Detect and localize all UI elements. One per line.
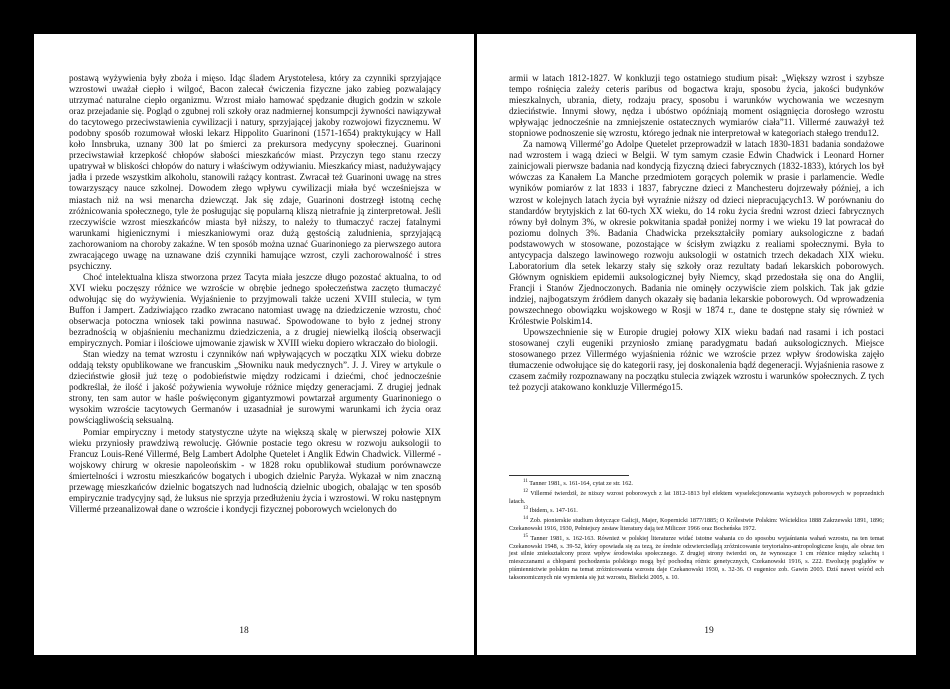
paragraph: Upowszechnienie się w Europie drugiej połowy XIX wieku badań nad rasami i ich postaci stosowanej czyli eugeniki przyniosło zmianę paradygmatu badań auksologicznych. Miejsce stosowanego przez Villermégo wyjaśnienia różnic we wzroście przez wpływ środowiska zajęło tłumaczenie odwołujące się do kategorii rasy, jej doskonalenia bądź degeneracji. Wyjaśnienia rasowe z czasem zaćmiły rozpoznawany na początku stulecia związek wzrostu i warunków społecznych. Z tych też pozycji atakowano konkluzje Villermégo15. [509, 327, 884, 393]
footnote [509, 478, 884, 488]
footnote [509, 515, 884, 533]
footnote-number: 14 [523, 516, 528, 522]
right-page-body [509, 73, 884, 393]
footnote-text: Tanner 1981, s. 161-164, cytat ze str. 162. [529, 480, 633, 488]
footnote-number: 12 [523, 488, 528, 494]
paragraph: postawą wyżywienia były zboża i mięso. Idąc śladem Arystotelesa, który za czynniki sprzyjające wzrostowi uważał ciepło i wilgoć, Bacon zalecał ćwiczenia fizyczne jako zabieg pozwalający utrzymać naturalne ciepło organizmu. Wzrost miało hamować spędzanie długich godzin w szkole oraz przejadanie się. Pogląd o zgubnej roli szkoły oraz nadmiernej konsumpcji żywności nawiązywał do tacytowego przeciwstawienia cywilizacji i natury, sprzyjającej jakoby rozwojowi fizycznemu. W podobny sposób rozumował włoski lekarz Hippolito Guarinoni (1571-1654) praktykujący w Hall koło Innsbruka, uznany 300 lat po śmierci za prekursora medycyny społecznej. Guarinoni przeciwstawiał krzepkość chłopów słabości mieszkańców miast. Przyczyn tego stanu rzeczy upatrywał w bliskości chłopów do natury i właściwym odżywianiu. Mieszkańcy miast, nadużywający jadła i przede wszystkim alkoholu, stanowili rażący kontrast. Zwracał też Guarinoni uwagę na stres towarzyszący nauce szkolnej. Dowodem złego wpływu cywilizacji miała być wcześniejsza w miastach niż na wsi menarcha dziewcząt. Jak się zdaje, Guarinoni dostrzegł istotną cechę zróżnicowania społecznego, tyle że posługując się popularną kliszą nietrafnie ją zinterpretował. Jeśli rzeczywiście wzrost mieszkańców miasta był niższy, to należy to tłumaczyć raczej fatalnymi warunkami higienicznymi i mieszkaniowymi oraz dużą gęstością zaludnienia, sprzyjającą zachorowaniom na choroby zakaźne. W ten sposób można uznać Guarinoniego za pierwszego autora zwracającego uwagę na uznawane dziś czynniki hamujące wzrost, czyli zachorowalność i stres psychiczny. [69, 73, 441, 271]
right-page [477, 34, 916, 655]
left-page [34, 34, 474, 655]
paragraph: Stan wiedzy na temat wzrostu i czynników nań wpływających w początku XIX wieku dobrze oddają teksty opublikowane we francuskim „Słowniku nauk medycznych”. J. J. Virey w artykule o dzieciństwie głosił już tezę o podobieństwie między rodzicami i dziećmi, choć jednocześnie podkreślał, że ilość i jakość pożywienia wywołuje różnice między generacjami. Z drugiej jednak strony, ten sam autor w haśle poświęconym gigantyzmowi powtarzał argumenty Guarinoniego o wysokim wzroście tacytowych Germanów i uzasadniał je surowymi warunkami ich życia oraz powściągliwością seksualną. [69, 349, 441, 426]
left-page-body [69, 73, 441, 515]
footnote-number: 13 [523, 506, 528, 512]
footnote [509, 533, 884, 582]
footnote-text: Zob. pionierskie studium dotyczące Galicji, Majer, Kopernicki 1877/1885; O Królestwie Polskim: Wścieklica 1888 Zakrzewski 1891, 1896; Czekanowski 1916, 1930, Pełniejszy zestaw literatury dają też Miliczer 1966 oraz Bocheńska 1972. [509, 517, 884, 532]
page-number: 19 [704, 626, 714, 636]
footnote-text: Villermé twierdził, że niższy wzrost poborowych z lat 1812-1813 był efektem wyselekcjonowania wyższych poborowych w poprzednich latach. [509, 489, 884, 505]
footnote-rule [509, 475, 629, 476]
paragraph: Pomiar empiryczny i metody statystyczne użyte na większą skalę w pierwszej połowie XIX wieku przyniosły prawdziwą rewolucję. Głównie postacie tego okresu w rozwoju auksologii to Francuz Louis-René Villermé, Belg Lambert Adolphe Quetelet i Anglik Edwin Chadwick. Villermé - wojskowy chirurg w okresie napoleońskim - w 1828 roku opublikował studium porównawcze śmiertelności i wzrostu mieszkańców bogatych i ubogich dzielnic Paryża. Wykazał w nim znaczną przewagę mieszkańców dzielnic bogatszych nad ludnością dzielnic ubogich, obalając w ten sposób empirycznie tradycyjny sąd, że luksus nie sprzyja przedłużeniu życia i wzrostowi. W roku następnym Villermé przeanalizował dane o wzroście i kondycji fizycznej poborowych wcielonych do [69, 426, 441, 514]
paragraph: Za namową Villermé’go Adolpe Quetelet przeprowadził w latach 1830-1831 badania sondażowe nad wzrostem i wagą dzieci w Belgii. W tym samym czasie Edwin Chadwick i Leonard Horner zainicjowali pierwsze badania nad kondycją fizyczną dzieci fabrycznych (1832-1833), których los był wówczas za Kanałem La Manche przedmiotem gorących polemik w prasie i parlamencie. Wedle wyników pomiarów z lat 1833 i 1837, fabryczne dzieci z Manchesteru dojrzewały później, a ich wzrost w kolejnych latach życia był wyraźnie niższy od dzieci niepracujących13. W porównaniu do standardów brytyjskich z lat 60-tych XX wieku, do 14 roku życia średni wzrost dzieci fabrycznych równy był dolnym 3%, w okresie pokwitania spadał poniżej normy i we wieku 19 lat powracał do poziomu dolnych 3%. Badania Chadwicka przekształciły pomiary auksologiczne z badań podstawowych w stosowane, pozostające w ścisłym związku z realiami społecznymi. Była to antycypacja dalszego lawinowego rozwoju auksologii w ostatnich trzech dekadach XIX wieku. Laboratorium dla setek lekarzy stały się szkoły oraz rezultaty badań lekarskich poborowych. Głównym ogniskiem epidemii auksologicznej były Niemcy, skąd przedostała się ona do Anglii, Francji i Stanów Zjednoczonych. Badania nie ominęły oczywiście ziem polskich. Tak jak gdzie indziej, najbogatszym źródłem danych okazały się badania lekarskie poborowych. Od wprowadzenia powszechnego obowiązku wojskowego w Rosji w 1874 r., dane te dostępne stały się również w Królestwie Polskim14. [509, 139, 884, 327]
footnote-number: 15 [523, 533, 528, 539]
footnote [509, 505, 884, 515]
footnotes [509, 475, 884, 581]
paragraph: Choć intelektualna klisza stworzona przez Tacyta miała jeszcze długo pozostać aktualna, to od XVI wieku poczęszy różnice we wzroście w obrębie jednego społeczeństwa zaczęto tłumaczyć odwołując się do wyżywienia. Wyjaśnienie to przyjmowali także uczeni XVIII stulecia, w tym Buffon i Jampert. Zadziwiająco rzadko zwracano natomiast uwagę na dziedziczenie wzrostu, choć obserwacja potoczna wniosek taki powinna nasuwać. Spowodowane to było z jednej strony bezradnością w objaśnieniu mechanizmu dziedziczenia, a z drugiej niewielką ilością obserwacji empirycznych. Pomiar i ilościowe ujmowanie zjawisk w XVIII wieku dopiero wkraczało do biologii. [69, 271, 441, 349]
page-number: 18 [239, 626, 249, 636]
footnote-number: 11 [523, 479, 528, 484]
footnote-text: Tanner 1981, s. 162-163. Również w polskiej literaturze widać istotne wahania co do sposobu wyjaśniania wahań wzrostu, na ten temat Czekanowski 1948, s. 39-52, który opowiada się za tezą, że średnie odzwierciedlają zróżnicowanie terytorialno-antropologiczne kraju, ale obraz ten jest silnie zniekształcony przez wpływ środowiska społecznego. Z drugiej strony twierdzi on, że wynoszące 1 cm różnice między szlachtą i mieszczanami a chłopami pochodzenia polskiego mogą być pochodną różnic genetycznych, Czekanowski 1916, s. 222. Ewolucję poglądów w piśmiennictwie polskim na temat zróżnicowania wzrostu daje Czekanowski 1930, s. 32-36. O eugenice zob. Gawin 2003. Dziś nawet wśród ech taksonomicznych nie wymienia się już wzrostu, Bielicki 2005, s. 10. [509, 534, 884, 581]
footnote [509, 488, 884, 506]
footnote-text: Ibidem, s. 147-161. [529, 507, 578, 515]
paragraph: armii w latach 1812-1827. W konkluzji tego ostatniego studium pisał: „Większy wzrost i szybsze tempo rośnięcia zależy ceteris paribus od bogactwa kraju, sposobu życia, jakości budynków mieszkalnych, ubrania, diety, rodzaju pracy, sposobu i warunków wychowania we wczesnym dzieciństwie. Innymi słowy, nędza i ubóstwo opóźniają moment osiągnięcia dorosłego wzrostu wpływając jednocześnie na zmniejszenie ostatecznych wymiarów ciała”11. Villermé zauważył też stopniowe podnoszenie się wzrostu, którego jednak nie interpretował w kategoriach stałego trendu12. [509, 73, 884, 139]
